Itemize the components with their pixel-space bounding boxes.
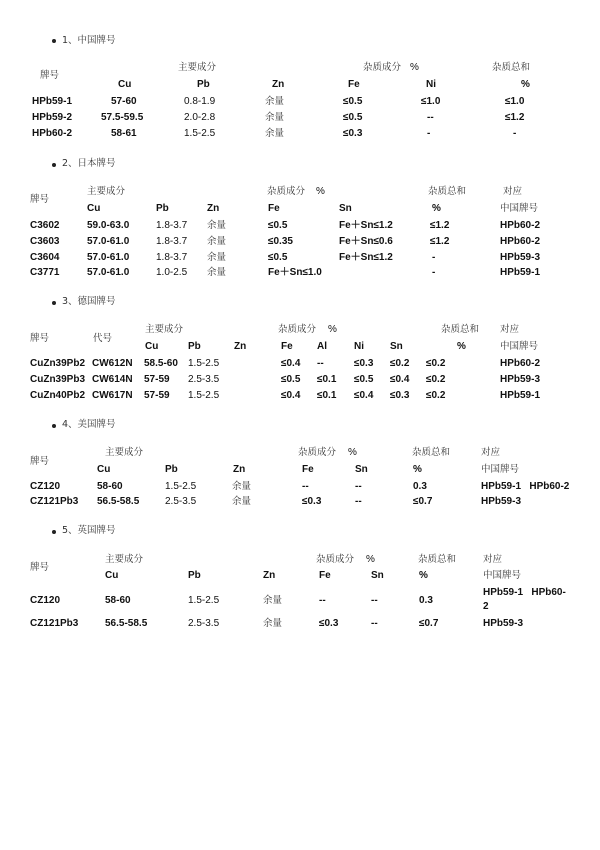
col-header: 中国牌号 [500, 341, 539, 352]
col-header: Fe [281, 341, 293, 352]
col-header: % [432, 203, 441, 214]
label-main-components: 主要成分 [87, 186, 126, 197]
label-grade: 牌号 [30, 194, 50, 205]
table-cell: -- [371, 595, 378, 606]
table-cell: 58-60 [105, 595, 131, 606]
section-heading: 5、英国牌号 [62, 525, 116, 536]
table-cell: 1.8-3.7 [156, 236, 188, 247]
table-cell: 57.0-61.0 [87, 267, 130, 278]
label-code: 代号 [93, 333, 113, 344]
table-cell: 58-61 [111, 128, 137, 139]
label-corresponding: 对应 [503, 186, 523, 197]
col-header: Pb [197, 79, 210, 90]
table-cell: 1.5-2.5 [188, 358, 220, 369]
col-header: % [521, 79, 530, 90]
table-cell: Fe＋Sn≤1.0 [268, 267, 322, 278]
table-cell: Fe＋Sn≤0.6 [339, 236, 393, 247]
col-header: Sn [339, 203, 352, 214]
table-cell: ≤0.3 [343, 128, 363, 139]
section-heading: 3、德国牌号 [62, 296, 116, 307]
label-grade: 牌号 [30, 562, 50, 573]
label-grade: 牌号 [40, 70, 60, 81]
col-header: % [419, 570, 428, 581]
section-heading: 1、中国牌号 [62, 35, 116, 46]
table-cell: 1.8-3.7 [156, 252, 188, 263]
table-cell: 57-59 [144, 390, 170, 401]
col-header: Fe [348, 79, 360, 90]
section-heading: 4、美国牌号 [62, 419, 116, 430]
table-cell: CW614N [92, 374, 133, 385]
col-header: % [413, 464, 422, 475]
table-cell: HPb59-3 [500, 374, 541, 385]
table-cell: CuZn39Pb3 [30, 374, 86, 385]
table-cell: ≤0.35 [268, 236, 293, 247]
table-cell: HPb59-1 [500, 267, 541, 278]
table-cell: 56.5-58.5 [97, 496, 140, 507]
table-cell: HPb59-3 [483, 618, 524, 629]
table-cell: C3603 [30, 236, 60, 247]
table-cell: CW617N [92, 390, 133, 401]
table-cell: 1.5-2.5 [184, 128, 216, 139]
col-header: Ni [426, 79, 436, 90]
table-cell: CuZn40Pb2 [30, 390, 86, 401]
label-impurity-total: 杂质总和 [418, 554, 457, 565]
table-cell: ≤0.1 [317, 374, 337, 385]
table-cell: 余量 [265, 112, 285, 123]
table-cell: ≤0.2 [390, 358, 410, 369]
table-cell: 59.0-63.0 [87, 220, 130, 231]
col-header: Al [317, 341, 327, 352]
label-impurity-total: 杂质总和 [412, 447, 451, 458]
table-cell: 2 [483, 601, 489, 612]
table-cell: 2.5-3.5 [165, 496, 197, 507]
table-cell: ≤0.5 [268, 220, 288, 231]
table-cell: ≤0.5 [343, 96, 363, 107]
table-cell: 1.5-2.5 [188, 390, 220, 401]
table-cell: ≤0.4 [354, 390, 374, 401]
label-main-components: 主要成分 [145, 324, 184, 335]
table-cell: HPb59-2 [32, 112, 73, 123]
label-corresponding: 对应 [483, 554, 503, 565]
col-header: Pb [188, 341, 201, 352]
table-cell: ≤0.3 [354, 358, 374, 369]
label-percent: % [366, 554, 375, 565]
label-impurities: 杂质成分 [267, 186, 306, 197]
table-cell: ≤0.3 [302, 496, 322, 507]
table-cell: ≤1.0 [505, 96, 525, 107]
table-cell: 0.3 [413, 481, 427, 492]
table-cell: 57.0-61.0 [87, 236, 130, 247]
table-cell: 58.5-60 [144, 358, 178, 369]
table-cell: HPb59-3 [500, 252, 541, 263]
table-cell: ≤0.5 [281, 374, 301, 385]
table-cell: ≤0.4 [281, 358, 301, 369]
col-header: Zn [272, 79, 285, 90]
table-cell: - [427, 128, 431, 139]
table-cell: 0.3 [419, 595, 433, 606]
label-impurity-total: 杂质总和 [441, 324, 480, 335]
col-header: % [457, 341, 466, 352]
table-cell: 57-59 [144, 374, 170, 385]
table-cell: 余量 [232, 481, 252, 492]
table-cell: 1.0-2.5 [156, 267, 188, 278]
table-cell: 余量 [207, 252, 227, 263]
table-cell: Fe＋Sn≤1.2 [339, 220, 393, 231]
bullet-icon [52, 530, 56, 534]
table-cell: -- [319, 595, 326, 606]
table-cell: 余量 [263, 618, 283, 629]
table-cell: 57.5-59.5 [101, 112, 144, 123]
table-cell: CZ121Pb3 [30, 618, 79, 629]
table-cell: HPb59-1 [32, 96, 73, 107]
col-header: Sn [390, 341, 403, 352]
col-header: Pb [165, 464, 178, 475]
table-cell: 余量 [263, 595, 283, 606]
label-main-components: 主要成分 [105, 554, 144, 565]
label-impurities: 杂质成分 [363, 62, 402, 73]
label-impurity-total: 杂质总和 [492, 62, 531, 73]
col-header: Zn [263, 570, 276, 581]
table-cell: Fe＋Sn≤1.2 [339, 252, 393, 263]
label-grade: 牌号 [30, 456, 50, 467]
label-main-components: 主要成分 [105, 447, 144, 458]
col-header: Pb [156, 203, 169, 214]
label-main-components: 主要成分 [178, 62, 217, 73]
col-header: Ni [354, 341, 364, 352]
table-cell: - [432, 252, 436, 263]
table-cell: ≤1.2 [430, 220, 450, 231]
table-cell: ≤1.2 [505, 112, 525, 123]
table-cell: -- [427, 112, 434, 123]
table-cell: CZ121Pb3 [30, 496, 79, 507]
col-header: Cu [118, 79, 132, 90]
col-header: 中国牌号 [483, 570, 522, 581]
section-heading: 2、日本牌号 [62, 158, 116, 169]
table-cell: 2.5-3.5 [188, 374, 220, 385]
col-header: Fe [268, 203, 280, 214]
table-cell: 余量 [207, 267, 227, 278]
table-cell: CW612N [92, 358, 133, 369]
table-cell: CZ120 [30, 595, 61, 606]
table-cell: CuZn39Pb2 [30, 358, 86, 369]
table-cell: 57-60 [111, 96, 137, 107]
table-cell: HPb59-1 [500, 390, 541, 401]
table-cell: 2.0-2.8 [184, 112, 216, 123]
col-header: Pb [188, 570, 201, 581]
table-cell: ≤0.2 [426, 374, 446, 385]
table-cell: 0.8-1.9 [184, 96, 216, 107]
label-percent: % [348, 447, 357, 458]
col-header: Fe [302, 464, 314, 475]
table-cell: HPb59-1 HPb60- [483, 587, 566, 598]
table-cell: 56.5-58.5 [105, 618, 148, 629]
table-cell: HPb60-2 [500, 358, 541, 369]
table-cell: 58-60 [97, 481, 123, 492]
table-cell: ≤0.4 [281, 390, 301, 401]
table-cell: ≤1.0 [421, 96, 441, 107]
label-impurities: 杂质成分 [278, 324, 317, 335]
table-cell: HPb60-2 [32, 128, 73, 139]
table-cell: 1.5-2.5 [165, 481, 197, 492]
table-cell: C3602 [30, 220, 60, 231]
table-cell: 余量 [265, 96, 285, 107]
table-cell: -- [317, 358, 324, 369]
table-cell: - [513, 128, 517, 139]
table-cell: HPb60-2 [500, 236, 541, 247]
label-impurities: 杂质成分 [316, 554, 355, 565]
table-cell: ≤0.2 [426, 358, 446, 369]
table-cell: ≤0.5 [268, 252, 288, 263]
table-cell: -- [371, 618, 378, 629]
table-cell: 余量 [232, 496, 252, 507]
col-header: Fe [319, 570, 331, 581]
col-header: Cu [97, 464, 111, 475]
table-cell: HPb59-3 [481, 496, 522, 507]
table-cell: -- [355, 481, 362, 492]
table-cell: HPb60-2 [500, 220, 541, 231]
label-impurities: 杂质成分 [298, 447, 337, 458]
table-cell: ≤0.5 [343, 112, 363, 123]
bullet-icon [52, 424, 56, 428]
table-cell: ≤0.3 [319, 618, 339, 629]
table-cell: C3771 [30, 267, 60, 278]
table-cell: -- [355, 496, 362, 507]
table-cell: HPb59-1 HPb60-2 [481, 481, 570, 492]
table-cell: ≤0.5 [354, 374, 374, 385]
table-cell: 57.0-61.0 [87, 252, 130, 263]
col-header: Cu [145, 341, 159, 352]
col-header: Zn [233, 464, 246, 475]
table-cell: ≤0.2 [426, 390, 446, 401]
table-cell: 2.5-3.5 [188, 618, 220, 629]
bullet-icon [52, 163, 56, 167]
table-cell: - [432, 267, 436, 278]
table-cell: ≤0.3 [390, 390, 410, 401]
table-cell: ≤0.7 [413, 496, 433, 507]
col-header: Sn [355, 464, 368, 475]
table-cell: ≤0.1 [317, 390, 337, 401]
bullet-icon [52, 39, 56, 43]
table-cell: ≤0.4 [390, 374, 410, 385]
label-percent: % [328, 324, 337, 335]
col-header: Zn [207, 203, 220, 214]
table-cell: 余量 [207, 220, 227, 231]
label-corresponding: 对应 [481, 447, 501, 458]
table-cell: ≤1.2 [430, 236, 450, 247]
label-corresponding: 对应 [500, 324, 520, 335]
col-header: 中国牌号 [481, 464, 520, 475]
table-cell: 1.8-3.7 [156, 220, 188, 231]
table-cell: 余量 [207, 236, 227, 247]
bullet-icon [52, 301, 56, 305]
table-cell: 余量 [265, 128, 285, 139]
table-cell: CZ120 [30, 481, 61, 492]
col-header: 中国牌号 [500, 203, 539, 214]
table-cell: ≤0.7 [419, 618, 439, 629]
label-impurity-total: 杂质总和 [428, 186, 467, 197]
col-header: Zn [234, 341, 247, 352]
label-percent: % [410, 62, 419, 73]
label-percent: % [316, 186, 325, 197]
label-grade: 牌号 [30, 333, 50, 344]
col-header: Sn [371, 570, 384, 581]
table-cell: 1.5-2.5 [188, 595, 220, 606]
col-header: Cu [105, 570, 119, 581]
col-header: Cu [87, 203, 101, 214]
table-cell: -- [302, 481, 309, 492]
table-cell: C3604 [30, 252, 60, 263]
